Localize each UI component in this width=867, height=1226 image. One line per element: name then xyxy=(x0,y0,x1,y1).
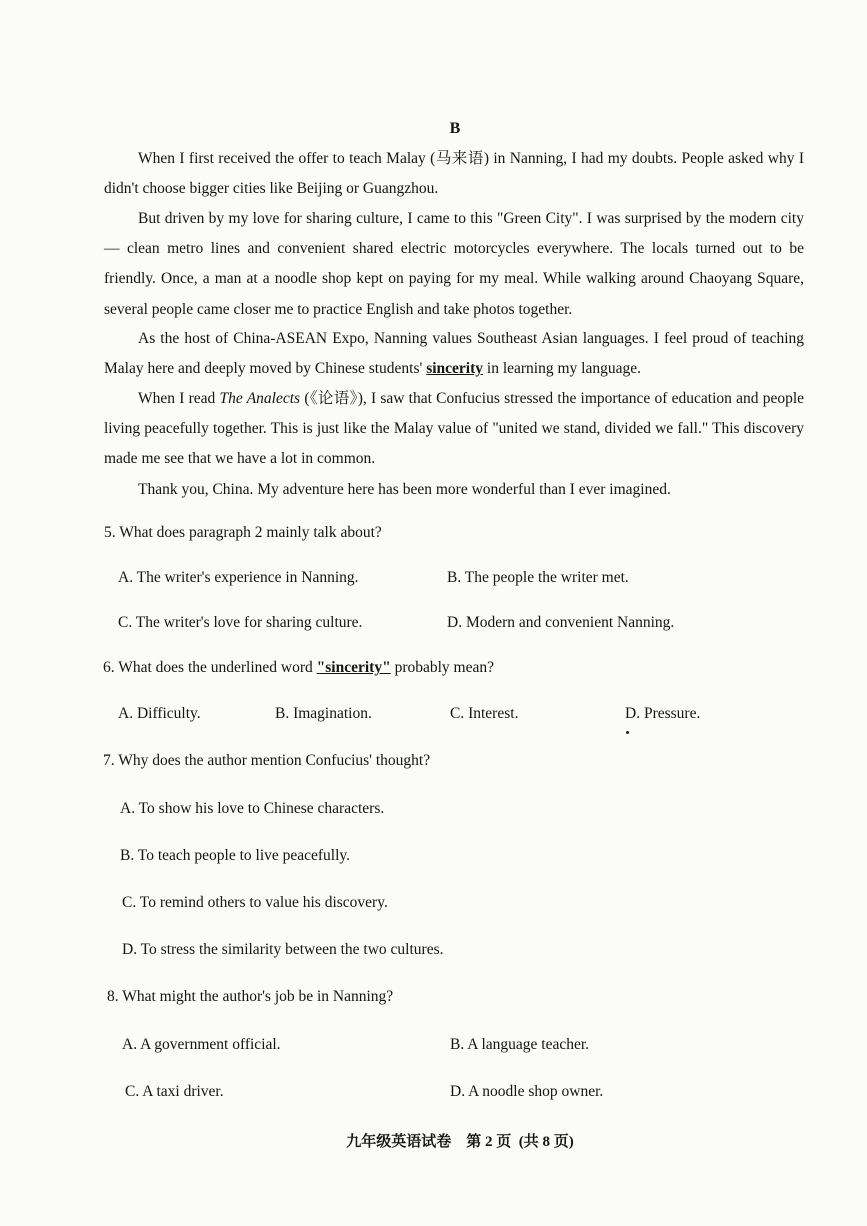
question-6-stem-end: probably mean? xyxy=(390,659,494,676)
question-8-option-c: C. A taxi driver. xyxy=(125,1083,224,1100)
question-7-option-b: B. To teach people to live peacefully. xyxy=(120,847,351,864)
question-8-option-a: A. A government official. xyxy=(122,1036,281,1053)
question-8-option-d: D. A noodle shop owner. xyxy=(450,1083,604,1100)
question-6-option-c: C. Interest. xyxy=(450,705,519,722)
paragraph-4-text-end: (《论语》), I saw that Confucius stressed the importance of education and people living peacefully together. This is just like the Malay value of "united we stand, divided we fall." This discovery made me see that we have a lot in common. xyxy=(104,390,805,468)
passage-paragraph-3 xyxy=(104,324,804,384)
question-6-stem-start: 6. What does the underlined word xyxy=(103,659,317,676)
underlined-word-sincerity: sincerity xyxy=(426,360,484,378)
question-8-stem: 8. What might the author's job be in Nanning? xyxy=(107,988,394,1005)
passage-paragraph-1: When I first received the offer to teach Malay (马来语) in Nanning, I had my doubts. People asked why I didn't choose bigger cities like Beijing or Guangzhou. xyxy=(104,150,804,198)
question-7-option-a: A. To show his love to Chinese characters. xyxy=(120,800,385,817)
question-6-option-d: D. Pressure. xyxy=(625,705,701,722)
question-5-option-d: D. Modern and convenient Nanning. xyxy=(447,614,675,631)
section-label: B xyxy=(449,120,461,137)
passage-paragraph-5: Thank you, China. My adventure here has been more wonderful than I ever imagined. xyxy=(138,481,671,498)
question-6-underlined-word: "sincerity" xyxy=(316,659,391,676)
question-7-stem: 7. Why does the author mention Confucius' thought? xyxy=(103,752,431,769)
question-7-option-d: D. To stress the similarity between the two cultures. xyxy=(122,941,444,958)
page-footer: 九年级英语试卷 第 2 页 (共 8 页) xyxy=(346,1134,574,1150)
question-5-option-b: B. The people the writer met. xyxy=(447,569,629,586)
question-7-option-c: C. To remind others to value his discovery. xyxy=(122,894,388,911)
question-8-option-b: B. A language teacher. xyxy=(450,1036,590,1053)
paragraph-3-text-start: As the host of China-ASEAN Expo, Nanning values Southeast Asian languages. I feel proud of teaching Malay here and deeply moved by Chinese students' xyxy=(104,330,804,378)
stray-mark xyxy=(626,731,629,734)
question-6-stem xyxy=(103,659,494,677)
question-5-option-a: A. The writer's experience in Nanning. xyxy=(118,569,359,586)
passage-paragraph-4 xyxy=(104,384,804,475)
passage-paragraph-2: But driven by my love for sharing culture, I came to this "Green City". I was surprised by the modern city — clean metro lines and convenient shared electric motorcycles everywhere. The locals turned out to be friendly. Once, a man at a noodle shop kept on paying for my meal. While walking around Chaoyang Square, several people came closer me to practice English and take photos together. xyxy=(104,210,804,318)
question-6-option-b: B. Imagination. xyxy=(275,705,372,722)
question-5-option-c: C. The writer's love for sharing culture. xyxy=(118,614,363,631)
question-5-stem: 5. What does paragraph 2 mainly talk about? xyxy=(104,524,382,541)
paragraph-3-text-end: in learning my language. xyxy=(483,360,641,378)
book-title-analects: The Analects xyxy=(219,390,301,407)
paragraph-4-text-start: When I read xyxy=(138,390,220,407)
question-6-option-a: A. Difficulty. xyxy=(118,705,201,722)
